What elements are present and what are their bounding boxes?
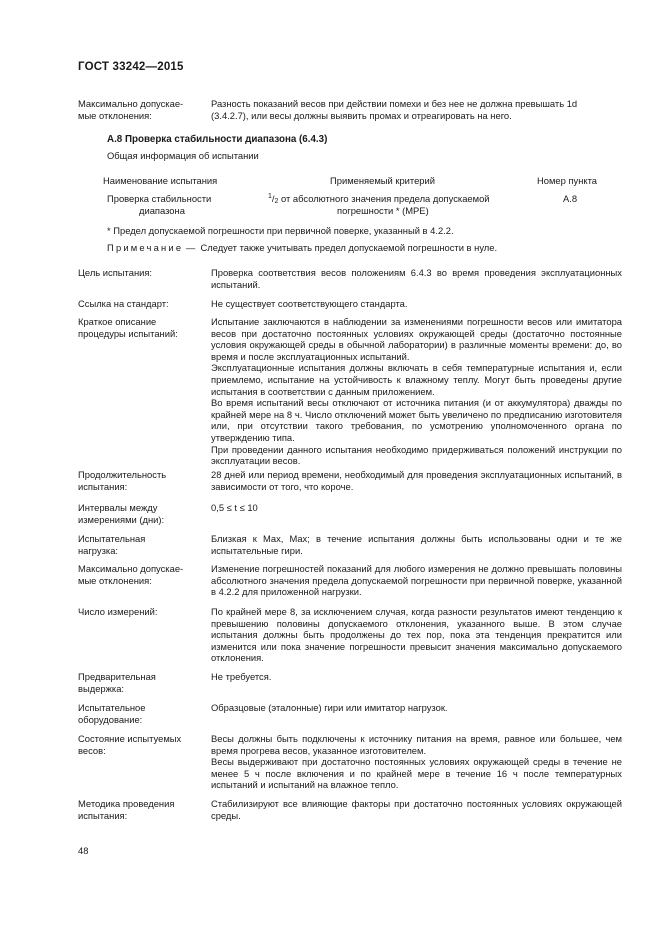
table-header-name: Наименование испытания <box>103 175 218 186</box>
row-label <box>78 502 202 525</box>
paragraph: Весы выдерживают при достаточно постоянных условиях окружающей среды в течение не менее 5 ч после включения и по крайней мере в течение 16 ч после температурных испытаний и испытаний на влажное тепло. <box>211 756 622 791</box>
fraction-denominator: 2 <box>274 198 279 205</box>
label-line: Предварительная <box>78 671 156 682</box>
row-text <box>211 563 622 598</box>
row-label <box>78 563 202 586</box>
cell-line: Проверка стабильности <box>107 193 212 204</box>
note-dash: — <box>185 242 196 253</box>
criterion-text: от абсолютного значения предела допускаемой <box>278 193 490 204</box>
label-line: Методика проведения <box>78 798 175 809</box>
paragraph: Изменение погрешностей показаний для любого измерения не должно превышать половины абсолютного значения предела допускаемой погрешности при первичной поверке, указанной в 4.2.2 для приложенной нагрузки. <box>211 563 622 598</box>
row-text <box>211 702 622 714</box>
label-line: Число измерений: <box>78 606 158 617</box>
fraction-numerator: 1 <box>268 193 272 200</box>
label-line: Состояние испытуемых <box>78 733 182 744</box>
row-text <box>211 533 622 556</box>
row-text <box>211 733 622 791</box>
section-subtitle: Общая информация об испытании <box>107 150 259 161</box>
section-title: А.8 Проверка стабильности диапазона (6.4.3) <box>107 134 328 145</box>
table-footnote: * Предел допускаемой погрешности при первичной поверке, указанный в 4.2.2. <box>107 225 454 236</box>
label-line: Максимально допускае- <box>78 98 184 109</box>
row-label <box>78 316 202 339</box>
label-line: испытания: <box>78 809 128 821</box>
page-number: 48 <box>78 845 89 856</box>
label-line: испытания: <box>78 480 128 492</box>
row-label <box>78 798 202 821</box>
label-line: нагрузка: <box>78 544 119 556</box>
row-label <box>78 733 202 756</box>
row-text <box>211 267 622 290</box>
paragraph: Образцовые (эталонные) гири или имитатор нагрузок. <box>211 702 448 713</box>
row-label <box>78 98 202 121</box>
paragraph: Во время испытаний весы отключают от источника питания (и от аккумулятора) дважды по крайней мере на 8 ч. Число отключений может быть увеличено по предписанию изготовителя или, при отсутствии такого требования, по усмотрению уполномоченного органа по утверждению типа. <box>211 397 622 443</box>
label-line: оборудование: <box>78 713 143 725</box>
label-line: Ссылка на стандарт: <box>78 298 169 309</box>
row-text <box>211 671 622 683</box>
row-text <box>211 798 622 821</box>
row-label <box>78 267 202 279</box>
label-line: измерениями (дни): <box>78 513 165 525</box>
note-text: Следует также учитывать предел допускаемой погрешности в нуле. <box>200 242 498 253</box>
row-label <box>78 469 202 492</box>
row-label <box>78 606 202 618</box>
text-line: Разность показаний весов при действии помехи и без нее не должна превышать 1d <box>211 98 578 109</box>
row-label <box>78 671 202 694</box>
row-text <box>211 98 622 121</box>
label-line: Максимально допускае- <box>78 563 184 574</box>
cell-line: $^1/_2$ от абсолютного значения предела допускаемой <box>268 193 490 205</box>
paragraph: Испытание заключаются в наблюдении за изменениями погрешности весов или имитатора весов при достаточно постоянных условиях окружающей среды (достаточно постоянные условия окружающей среды в обычной лаборатории) в различные моменты времени: до, во время и после эксплуатационных испытаний. <box>211 316 622 362</box>
paragraph: Не существует соответствующего стандарта. <box>211 298 408 309</box>
row-text <box>211 502 622 514</box>
paragraph: Близкая к Max, Max; в течение испытания должны быть использованы одни и те же испытательные гири. <box>211 533 622 556</box>
label-line: Цель испытания: <box>78 267 153 278</box>
table-header-criterion: Применяемый критерий <box>330 175 435 186</box>
document-header: ГОСТ 33242—2015 <box>78 61 184 73</box>
row-text <box>211 469 622 492</box>
label-line: Краткое описание <box>78 316 157 327</box>
label-line: процедуры испытаний: <box>78 327 178 339</box>
paragraph: Не требуется. <box>211 671 272 682</box>
label-line: Испытательная <box>78 533 146 544</box>
cell-line: диапазона <box>139 204 185 216</box>
paragraph: По крайней мере 8, за исключением случая, когда разности результатов имеют тенденцию к превышению половины допускаемого отклонения, указанного выше. В этом случае испытания должны быть продолжены до тех пор, пока эта тенденция прекратится или изменится или пока значение погрешности превысит значения максимально допускаемого отклонения. <box>211 606 622 664</box>
text-line: (3.4.2.7), или весы должны выявить промах и отреагировать на него. <box>211 109 512 121</box>
paragraph: 0,5 ≤ t ≤ 10 <box>211 502 258 513</box>
row-label <box>78 298 202 310</box>
paragraph: Эксплуатационные испытания должны включать в себя температурные испытания и, если приемлемо, испытание на устойчивость к влажному теплу. Могут быть проведены другие испытания в соответствии с данным приложением. <box>211 362 622 397</box>
label-line: мые отклонения: <box>78 109 152 121</box>
paragraph: Стабилизируют все влияющие факторы при достаточно постоянных условиях окружающей среды. <box>211 798 622 821</box>
note-word: Примечание <box>107 242 184 253</box>
paragraph: 28 дней или период времени, необходимый для проведения эксплуатационных испытаний, в зависимости от того, что короче. <box>211 469 622 492</box>
row-text <box>211 606 622 664</box>
paragraph: Весы должны быть подключены к источнику питания на время, равное или большее, чем время прогрева весов, указанное изготовителем. <box>211 733 622 756</box>
table-note <box>107 242 497 254</box>
label-line: Испытательное <box>78 702 146 713</box>
paragraph: При проведении данного испытания необходимо придерживаться положений инструкции по эксплуатации весов. <box>211 443 622 467</box>
label-line: выдержка: <box>78 682 125 694</box>
table-cell-clause: А.8 <box>563 193 578 204</box>
row-label <box>78 533 202 556</box>
row-text <box>211 316 622 467</box>
paragraph: Проверка соответствия весов положениям 6.4.3 во время проведения эксплуатационных испытаний. <box>211 267 622 290</box>
table-cell-name <box>107 193 247 216</box>
label-line: весов: <box>78 744 106 756</box>
table-cell-criterion <box>268 193 518 216</box>
row-label <box>78 702 202 725</box>
table-header-clause: Номер пункта <box>537 175 598 186</box>
row-text <box>211 298 622 310</box>
label-line: мые отклонения: <box>78 574 152 586</box>
label-line: Интервалы между <box>78 502 158 513</box>
label-line: Продолжительность <box>78 469 167 480</box>
cell-line: погрешности * (МРЕ) <box>337 204 429 216</box>
